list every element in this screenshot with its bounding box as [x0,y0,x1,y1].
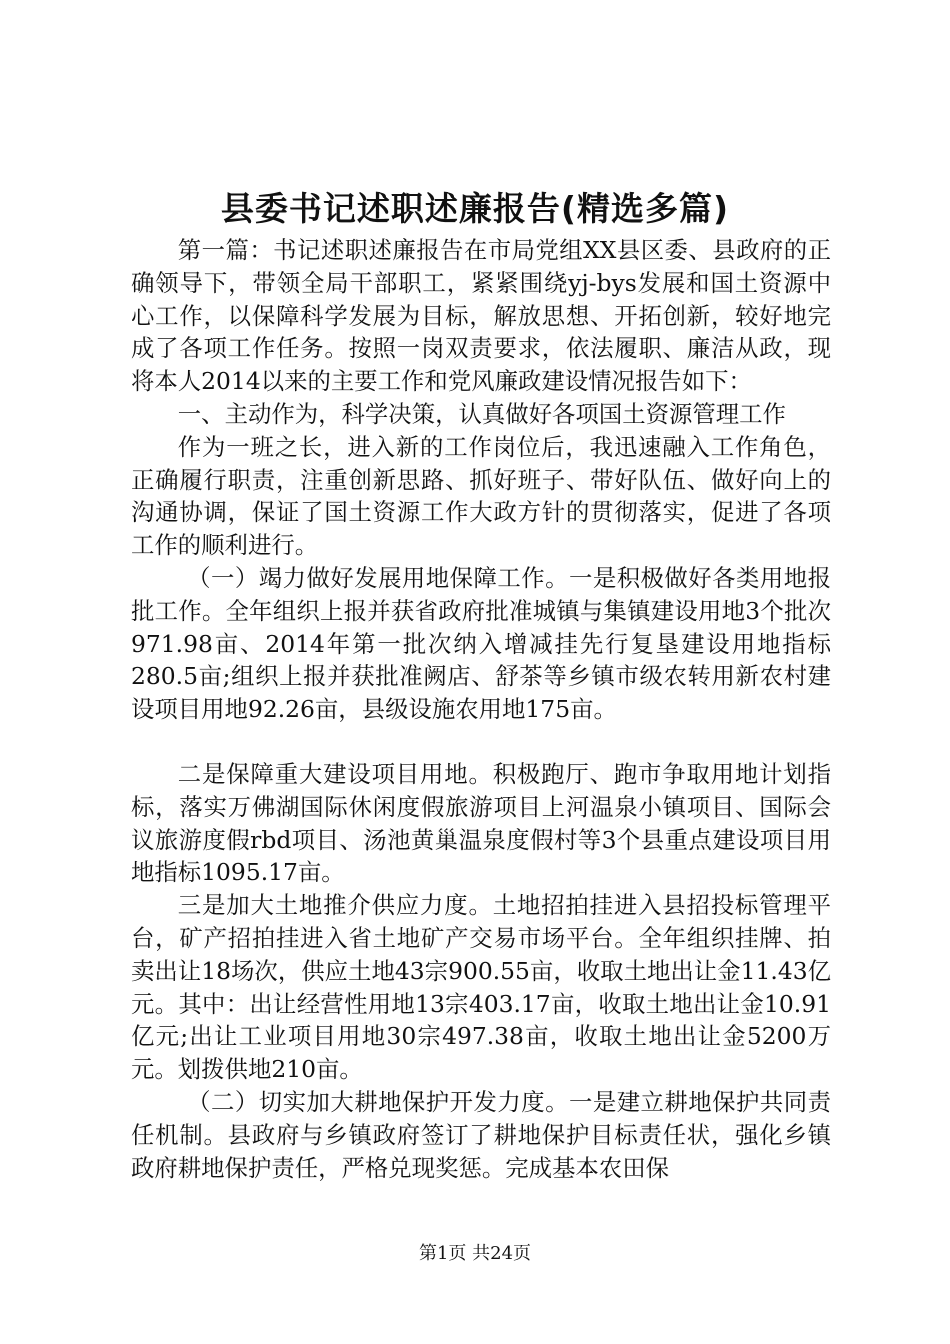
paragraph-key-projects: 二是保障重大建设项目用地。积极跑厅、跑市争取用地计划指标，落实万佛湖国际休闲度假旅游项目上河温泉小镇项目、国际会议旅游度假rbd项目、汤池黄巢温泉度假村等3个县重点建设项目用地指标1095.17亩。 [131,759,831,887]
paragraph-role: 作为一班之长，进入新的工作岗位后，我迅速融入工作角色，正确履行职责，注重创新思路、抓好班子、带好队伍、做好向上的沟通协调，保证了国土资源工作大政方针的贯彻落实，促进了各项工作的顺利进行。 [131,432,831,560]
paragraph-land-auction: 三是加大土地推介供应力度。土地招拍挂进入县招投标管理平台，矿产招拍挂进入省土地矿产交易市场平台。全年组织挂牌、拍卖出让18场次，供应土地43宗900.55亩，收取土地出让金11.43亿元。其中：出让经营性用地13宗403.17亩，收取土地出让金10.91亿元;出让工业项目用地30宗497.38亩，收取土地出让金5200万元。划拨供地210亩。 [131,891,831,1084]
paragraph-intro: 第一篇：书记述职述廉报告在市局党组XX县区委、县政府的正确领导下，带领全局干部职工，紧紧围绕yj-bys发展和国土资源中心工作，以保障科学发展为目标，解放思想、开拓创新，较好地完成了各项工作任务。按照一岗双责要求，依法履职、廉洁从政，现将本人2014以来的主要工作和党风廉政建设情况报告如下： [131,236,831,396]
section-heading-one: 一、主动作为，科学决策，认真做好各项国土资源管理工作 [177,399,786,428]
document-body [131,234,831,1184]
page-number: 第1页 共24页 [418,1243,532,1264]
paragraph-land-supply: （一）竭力做好发展用地保障工作。一是积极做好各类用地报批工作。全年组织上报并获省政府批准城镇与集镇建设用地3个批次971.98亩、2014年第一批次纳入增减挂先行复垦建设用地指标280.5亩;组织上报并获批准阙店、舒茶等乡镇市级农转用新农村建设项目用地92.26亩，县级设施农用地175亩。 [131,563,831,724]
paragraph-farmland-protection: （二）切实加大耕地保护开发力度。一是建立耕地保护共同责任机制。县政府与乡镇政府签订了耕地保护目标责任状，强化乡镇政府耕地保护责任，严格兑现奖惩。完成基本农田保 [131,1087,831,1182]
page-title: 县委书记述职述廉报告(精选多篇) [220,189,730,228]
